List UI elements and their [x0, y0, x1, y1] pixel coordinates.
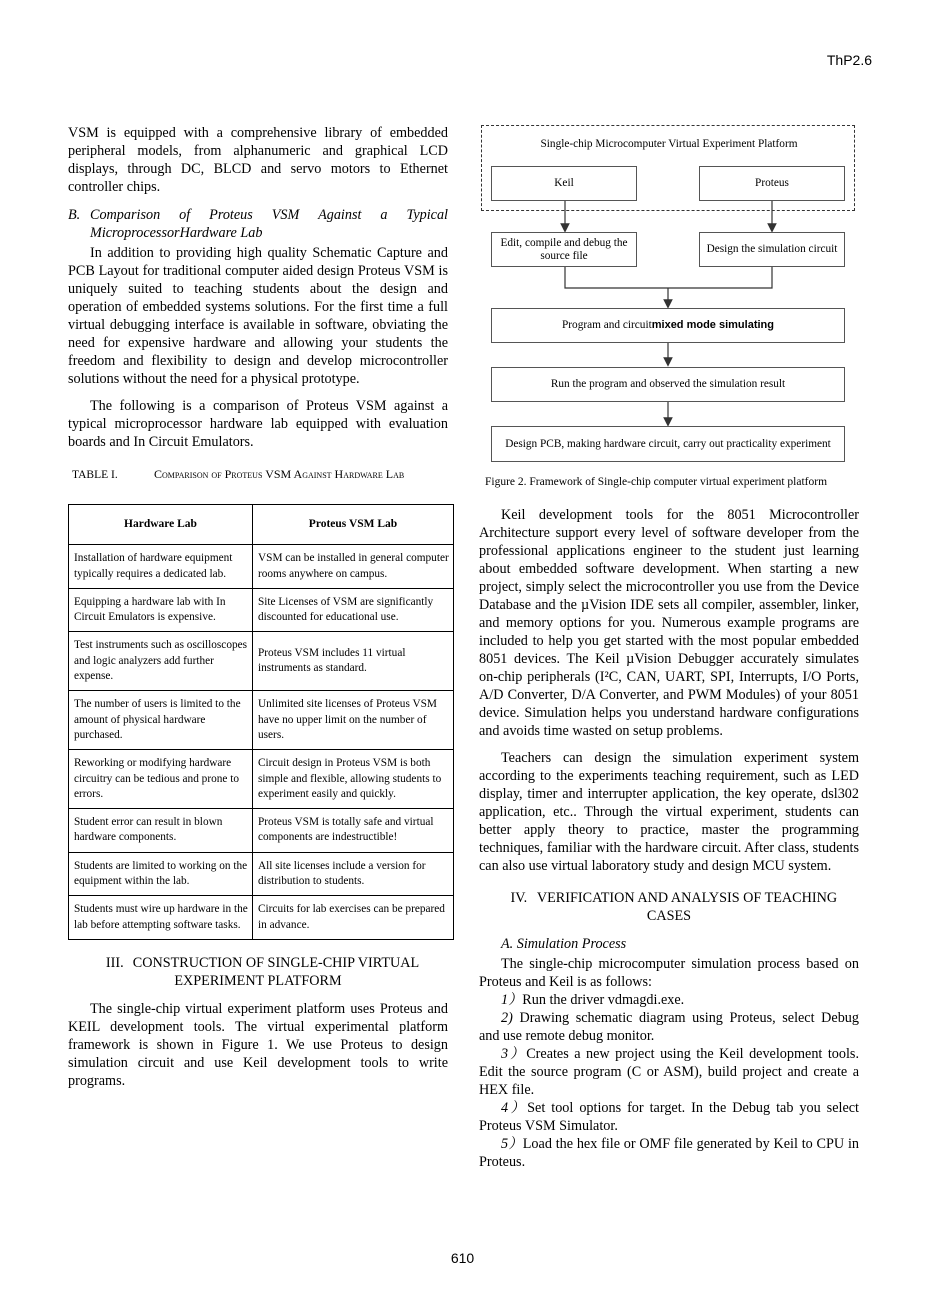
table-row — [69, 545, 454, 589]
comparison-table — [68, 504, 454, 940]
step-number: 2) — [501, 1010, 513, 1026]
table-row — [69, 750, 454, 809]
table-cell: Student error can result in blown hardware components. — [69, 809, 253, 853]
table-row — [69, 588, 454, 632]
section-b-heading — [68, 206, 448, 242]
proteus-box: Proteus — [699, 166, 845, 201]
page-number: 610 — [450, 1250, 475, 1266]
section-b-number: B. — [68, 207, 81, 223]
table-cell: Unlimited site licenses of Proteus VSM have no upper limit on the number of users. — [253, 691, 454, 750]
running-header: ThP2.6 — [826, 52, 872, 68]
design-pcb-box: Design PCB, making hardware circuit, carry out practicality experiment — [491, 426, 845, 462]
table-cell: VSM can be installed in general computer rooms anywhere on campus. — [253, 545, 454, 589]
table-cell: Students are limited to working on the equipment within the lab. — [69, 852, 253, 896]
table-cell: Test instruments such as oscilloscopes and logic analyzers add further expense. — [69, 632, 253, 691]
table-cell: Circuit design in Proteus VSM is both simple and flexible, allowing students to experiment easily and quickly. — [253, 750, 454, 809]
table-header-hardware: Hardware Lab — [69, 505, 253, 545]
table-header-row — [69, 505, 454, 545]
mixed-mode-text-b: mixed mode simulating — [651, 319, 774, 331]
table-row — [69, 691, 454, 750]
list-item — [479, 1009, 859, 1045]
section-4-title: VERIFICATION AND ANALYSIS OF TEACHING CASES — [536, 890, 838, 924]
step-text: Load the hex file or OMF file generated by Keil to CPU in Proteus. — [479, 1136, 859, 1170]
list-item — [479, 1135, 859, 1171]
step-number: 4） — [501, 1100, 528, 1116]
section-a-heading: A. Simulation Process — [501, 936, 627, 952]
list-item — [479, 1045, 859, 1099]
table-row — [69, 896, 454, 940]
intro-paragraph: VSM is equipped with a comprehensive library of embedded peripheral models, from alphanumeric and graphical LCD displays, through DC, BLCD and servo motors to Ethernet controller chips. — [68, 125, 448, 195]
section-b-title: Comparison of Proteus VSM Against a Typical MicroprocessorHardware Lab — [90, 207, 448, 241]
table-cell: Equipping a hardware lab with In Circuit Emulators is expensive. — [69, 588, 253, 632]
table-cell: Students must wire up hardware in the lab before attempting software tasks. — [69, 896, 253, 940]
step-text: Drawing schematic diagram using Proteus, select Debug and use remote debug monitor. — [479, 1010, 859, 1044]
table-cell: The number of users is limited to the amount of physical hardware purchased. — [69, 691, 253, 750]
step-number: 3） — [501, 1046, 527, 1062]
step-number: 5） — [501, 1136, 523, 1152]
run-program-box: Run the program and observed the simulation result — [491, 367, 845, 402]
section-b-paragraph-2: The following is a comparison of Proteus VSM against a typical microprocessor hardware lab equipped with evaluation boards and In Circuit Emulators. — [68, 398, 448, 450]
section-3-title: CONSTRUCTION OF SINGLE-CHIP VIRTUAL EXPERIMENT PLATFORM — [132, 954, 420, 989]
edit-compile-box: Edit, compile and debug the source file — [491, 232, 637, 267]
table-row — [69, 632, 454, 691]
merge-line — [565, 267, 772, 288]
mixed-mode-text-a: Program and circuit — [562, 319, 652, 331]
section-3-number: III. — [105, 954, 124, 971]
step-number: 1） — [501, 992, 523, 1008]
table-cell: All site licenses include a version for distribution to students. — [253, 852, 454, 896]
table-cell: Site Licenses of VSM are significantly discounted for educational use. — [253, 588, 454, 632]
table-cell: Circuits for lab exercises can be prepared in advance. — [253, 896, 454, 940]
section-b-paragraph-1: In addition to providing high quality Schematic Capture and PCB Layout for traditional computer aided design Proteus VSM is uniquely suited to teaching students about the design and operation of embedded systems solutions. For the first time a full virtual debugging interface is available in software, obviating the need for expensive hardware and allowing your students the freedom and flexibility to design and develop microcontroller solutions without the need for a physical prototype. — [68, 245, 448, 387]
framework-figure — [479, 120, 859, 492]
mixed-mode-box — [491, 308, 845, 343]
table-label: TABLE I. — [72, 469, 118, 481]
section-4-heading — [479, 889, 859, 925]
step-text: Creates a new project using the Keil development tools. Edit the source program (C or ASM), build project and create a HEX file. — [479, 1046, 859, 1098]
platform-title: Single-chip Microcomputer Virtual Experiment Platform — [539, 134, 799, 154]
table-row — [69, 809, 454, 853]
teachers-paragraph: Teachers can design the simulation experiment system according to the experiments teaching requirement, such as LED display, timer and interrupter application, the key operate, dsl302 application, etc.. Through the virtual experiment, students can better apply theory to practice, master the programming techniques, familiar with the hardware circuit. After class, students can also use virtual laboratory study and design MCU system. — [479, 750, 859, 874]
table-header-proteus: Proteus VSM Lab — [253, 505, 454, 545]
section-3-paragraph: The single-chip virtual experiment platform uses Proteus and KEIL development tools. The virtual experimental platform framework is shown in Figure 1. We use Proteus to design simulation circuit and use Keil development tools to write programs. — [68, 1000, 448, 1089]
table-cell: Reworking or modifying hardware circuitry can be tedious and prone to errors. — [69, 750, 253, 809]
table-cell: Installation of hardware equipment typically requires a dedicated lab. — [69, 545, 253, 589]
table-cell: Proteus VSM includes 11 virtual instruments as standard. — [253, 632, 454, 691]
right-column — [479, 506, 859, 1171]
list-item — [479, 991, 859, 1009]
table-row — [69, 852, 454, 896]
section-4-number: IV. — [510, 890, 528, 906]
list-item — [479, 1099, 859, 1135]
table-caption — [72, 465, 448, 484]
section-3-heading — [68, 954, 448, 990]
section-a-paragraph: The single-chip microcomputer simulation process based on Proteus and Keil is as follows: — [479, 956, 859, 990]
step-text: Set tool options for target. In the Debug tab you select Proteus VSM Simulator. — [479, 1100, 859, 1134]
keil-paragraph: Keil development tools for the 8051 Microcontroller Architecture support every level of software developer from the professional applications engineer to the student just learning about embedded software development. When starting a new project, simply select the microcontroller you use from the Device Database and the µVision IDE sets all compiler, assembler, linker, and memory options for you. Numerous example programs are included to help you get started with the most popular embedded 8051 devices. The Keil µVision Debugger accurately simulates on-chip peripherals (I²C, CAN, UART, SPI, Interrupts, I/O Ports, A/D Converter, D/A Converter, and PWM Modules) of your 8051 device. Simulation helps you understand hardware configurations and avoids time wasted on setup problems. — [479, 507, 859, 739]
design-circuit-box: Design the simulation circuit — [699, 232, 845, 267]
figure-caption: Figure 2. Framework of Single-chip computer virtual experiment platform — [485, 476, 828, 488]
step-text: Run the driver vdmagdi.exe. — [522, 992, 685, 1008]
table-title: Comparison of Proteus VSM Against Hardware Lab — [154, 467, 405, 481]
table-cell: Proteus VSM is totally safe and virtual components are indestructible! — [253, 809, 454, 853]
flow-arrows — [479, 120, 859, 460]
left-column — [68, 124, 448, 1090]
keil-box: Keil — [491, 166, 637, 201]
